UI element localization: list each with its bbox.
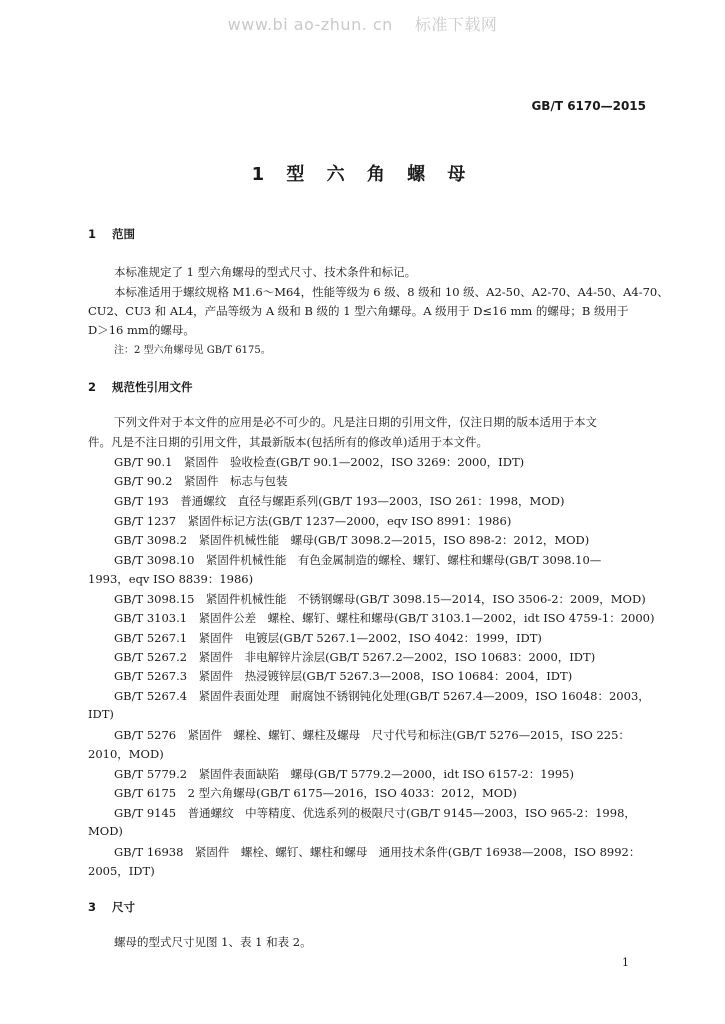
section-2-intro-line-2: 件。凡是不注日期的引用文件，其最新版本(包括所有的修改单)适用于本文件。 <box>88 435 488 449</box>
watermark-site: www.bi ao-zhun. cn <box>227 15 393 34</box>
reference-gbt-6175: GB/T 6175 2 型六角螺母(GB/T 6175—2016，ISO 4033：2012，MOD) <box>114 786 517 800</box>
reference-gbt-5779-2: GB/T 5779.2 紧固件表面缺陷 螺母(GB/T 5779.2—2000，idt ISO 6157-2：1995) <box>114 767 574 781</box>
section-3-title: 尺寸 <box>112 900 135 914</box>
section-1-paragraph-2-line-3: D＞16 mm的螺母。 <box>88 323 195 337</box>
section-3-paragraph-1: 螺母的型式尺寸见图 1、表 1 和表 2。 <box>114 935 312 949</box>
reference-gbt-90-1: GB/T 90.1 紧固件 验收检查(GB/T 90.1—2002，ISO 3269：2000，IDT) <box>114 455 525 469</box>
reference-gbt-9145-continued: MOD) <box>88 824 123 838</box>
reference-gbt-3098-2: GB/T 3098.2 紧固件机械性能 螺母(GB/T 3098.2—2015，ISO 898-2：2012，MOD) <box>114 533 590 547</box>
section-3-heading <box>88 899 135 915</box>
reference-gbt-5267-3: GB/T 5267.3 紧固件 热浸镀锌层(GB/T 5267.3—2008，ISO 10684：2004，IDT) <box>114 669 573 683</box>
reference-gbt-3098-15: GB/T 3098.15 紧固件机械性能 不锈钢螺母(GB/T 3098.15—2014，ISO 3506-2：2009，MOD) <box>114 592 646 606</box>
reference-gbt-1237: GB/T 1237 紧固件标记方法(GB/T 1237—2000，eqv ISO 8991：1986) <box>114 514 512 528</box>
watermark <box>0 12 725 35</box>
reference-gbt-5267-2: GB/T 5267.2 紧固件 非电解锌片涂层(GB/T 5267.2—2002，ISO 10683：2000，IDT) <box>114 650 596 664</box>
section-1-paragraph-2-line-1: 本标准适用于螺纹规格 M1.6～M64，性能等级为 6 级、8 级和 10 级、A2-50、A2-70、A4-50、A4-70、 <box>114 285 669 299</box>
reference-gbt-90-2: GB/T 90.2 紧固件 标志与包装 <box>114 474 288 488</box>
section-1-title: 范围 <box>112 227 135 241</box>
document-title: 1 型 六 角 螺 母 <box>251 164 474 185</box>
reference-gbt-3098-10-continued: 1993，eqv ISO 8839：1986) <box>88 572 254 586</box>
section-1-number: 1 <box>88 227 97 241</box>
reference-gbt-16938-continued: 2005，IDT) <box>88 864 155 878</box>
standard-number: GB/T 6170—2015 <box>531 99 646 113</box>
reference-gbt-5276: GB/T 5276 紧固件 螺栓、螺钉、螺柱及螺母 尺寸代号和标注(GB/T 5276—2015，ISO 225： <box>114 728 630 742</box>
reference-gbt-5267-4-continued: IDT) <box>88 707 114 721</box>
section-1-paragraph-2-line-2: CU2、CU3 和 AL4，产品等级为 A 级和 B 级的 1 型六角螺母。A 级用于 D≤16 mm 的螺母；B 级用于 <box>88 304 629 318</box>
reference-gbt-3098-10: GB/T 3098.10 紧固件机械性能 有色金属制造的螺栓、螺钉、螺柱和螺母(GB/T 3098.10— <box>114 553 602 567</box>
page-number: 1 <box>622 956 629 969</box>
reference-gbt-5267-4: GB/T 5267.4 紧固件表面处理 耐腐蚀不锈钢钝化处理(GB/T 5267.4—2009，ISO 16048：2003， <box>114 689 650 703</box>
section-1-heading <box>88 226 135 242</box>
section-3-number: 3 <box>88 900 97 914</box>
section-2-intro-line-1: 下列文件对于本文件的应用是必不可少的。凡是注日期的引用文件，仅注日期的版本适用于本文 <box>114 415 597 429</box>
reference-gbt-193: GB/T 193 普通螺纹 直径与螺距系列(GB/T 193—2003，ISO 261：1998，MOD) <box>114 494 565 508</box>
section-2-number: 2 <box>88 380 97 394</box>
watermark-text: 标准下载网 <box>414 15 498 34</box>
reference-gbt-5276-continued: 2010，MOD) <box>88 747 164 761</box>
reference-gbt-5267-1: GB/T 5267.1 紧固件 电镀层(GB/T 5267.1—2002，ISO 4042：1999，IDT) <box>114 631 542 645</box>
section-1-note: 注：2 型六角螺母见 GB/T 6175。 <box>114 345 271 356</box>
section-2-title: 规范性引用文件 <box>112 380 193 394</box>
section-1-paragraph-1: 本标准规定了 1 型六角螺母的型式尺寸、技术条件和标记。 <box>114 265 417 279</box>
reference-gbt-16938: GB/T 16938 紧固件 螺栓、螺钉、螺柱和螺母 通用技术条件(GB/T 16938—2008，ISO 8992： <box>114 845 641 859</box>
section-2-heading <box>88 379 193 395</box>
reference-gbt-9145: GB/T 9145 普通螺纹 中等精度、优选系列的极限尺寸(GB/T 9145—2003，ISO 965-2：1998， <box>114 806 636 820</box>
reference-gbt-3103-1: GB/T 3103.1 紧固件公差 螺栓、螺钉、螺柱和螺母(GB/T 3103.1—2002，idt ISO 4759-1：2000) <box>114 611 655 625</box>
